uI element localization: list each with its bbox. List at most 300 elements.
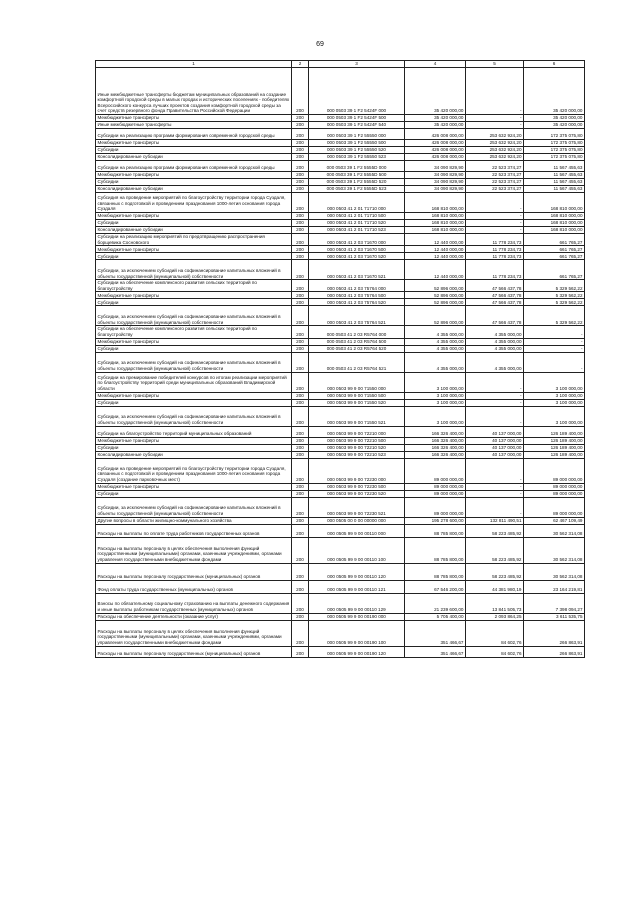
row-unexecuted-amount-cell: 3 100 000,00 xyxy=(524,406,585,426)
column-number-5: 5 xyxy=(466,61,524,68)
table-row xyxy=(96,186,585,193)
row-line-code-cell: 200 xyxy=(292,372,309,392)
row-approved-amount-cell: 52 896 000,00 xyxy=(405,292,466,299)
row-approved-amount-cell: 12 440 000,00 xyxy=(405,260,466,280)
table-row xyxy=(96,483,585,490)
row-executed-amount-cell: 4 355 000,00 xyxy=(466,345,524,352)
row-line-code-cell: 200 xyxy=(292,161,309,172)
table-row xyxy=(96,444,585,451)
row-unexecuted-amount-cell: 35 420 000,00 xyxy=(524,122,585,129)
table-row xyxy=(96,563,585,580)
table-row xyxy=(96,490,585,497)
row-approved-amount-cell: 3 100 000,00 xyxy=(405,392,466,399)
row-executed-amount-cell: - xyxy=(466,227,524,234)
row-executed-amount-cell: 132 811 490,51 xyxy=(466,517,524,524)
row-budget-code-cell: 000 0503 99 9 00 71550 521 xyxy=(309,406,405,426)
row-executed-amount-cell: 2 093 864,25 xyxy=(466,613,524,620)
row-line-code-cell: 200 xyxy=(292,246,309,253)
row-budget-code-cell: 000 0503 39 1 F2 5555D 000 xyxy=(309,161,405,172)
row-name-cell: Субсидии на реализацию программ формирования современной городской среды xyxy=(96,161,292,172)
row-name-cell: Субсидии xyxy=(96,220,292,227)
row-line-code-cell: 200 xyxy=(292,563,309,580)
row-line-code-cell: 200 xyxy=(292,497,309,517)
row-budget-code-cell: 000 0503 39 1 F2 5555D 523 xyxy=(309,186,405,193)
row-approved-amount-cell: 12 440 000,00 xyxy=(405,234,466,246)
table-row xyxy=(96,613,585,620)
row-line-code-cell: 200 xyxy=(292,490,309,497)
row-line-code-cell: 200 xyxy=(292,426,309,437)
row-approved-amount-cell: 88 785 800,00 xyxy=(405,537,466,563)
row-executed-amount-cell: 253 632 924,20 xyxy=(466,147,524,154)
row-approved-amount-cell: 168 810 000,00 xyxy=(405,193,466,213)
row-line-code-cell: 200 xyxy=(292,613,309,620)
table-row xyxy=(96,392,585,399)
row-budget-code-cell: 000 0503 99 9 00 72210 523 xyxy=(309,451,405,458)
row-unexecuted-amount-cell: 30 562 314,08 xyxy=(524,563,585,580)
row-name-cell: Субсидии xyxy=(96,399,292,406)
table-row xyxy=(96,437,585,444)
row-approved-amount-cell: 52 896 000,00 xyxy=(405,299,466,306)
table-row xyxy=(96,227,585,234)
row-unexecuted-amount-cell: 35 420 000,00 xyxy=(524,68,585,115)
row-name-cell: Расходы на выплаты персоналу в целях обеспечения выполнения функций государственными (муниципальными) органами, казенными учреждениями, органами управления государственными внебюджетными фондами xyxy=(96,537,292,563)
row-name-cell: Субсидии, за исключением субсидий на софинансирование капитальных вложений в объекты государственной (муниципальной) собственности xyxy=(96,406,292,426)
row-unexecuted-amount-cell: 11 567 455,63 xyxy=(524,179,585,186)
table-row xyxy=(96,115,585,122)
row-budget-code-cell: 000 0505 99 9 00 00110 100 xyxy=(309,537,405,563)
row-approved-amount-cell: 426 008 000,00 xyxy=(405,140,466,147)
row-unexecuted-amount-cell: 5 329 562,22 xyxy=(524,292,585,299)
table-row xyxy=(96,646,585,657)
row-unexecuted-amount-cell: 5 329 562,22 xyxy=(524,299,585,306)
row-unexecuted-amount-cell: 168 810 000,00 xyxy=(524,193,585,213)
row-name-cell: Субсидии на реализацию мероприятий по предотвращению распространения борщевика Сосновского xyxy=(96,234,292,246)
row-budget-code-cell: 000 0503 41 2 01 71710 520 xyxy=(309,220,405,227)
row-budget-code-cell: 000 0503 39 1 F2 55550 000 xyxy=(309,129,405,140)
table-row xyxy=(96,620,585,646)
row-budget-code-cell: 000 0503 39 1 F2 5424F 500 xyxy=(309,115,405,122)
row-unexecuted-amount-cell: 89 000 000,00 xyxy=(524,458,585,483)
row-line-code-cell: 200 xyxy=(292,213,309,220)
row-unexecuted-amount-cell: 89 000 000,00 xyxy=(524,497,585,517)
row-approved-amount-cell: 34 090 829,90 xyxy=(405,186,466,193)
row-line-code-cell: 200 xyxy=(292,292,309,299)
row-name-cell: Субсидии xyxy=(96,179,292,186)
row-name-cell: Субсидии xyxy=(96,345,292,352)
row-budget-code-cell: 000 0505 99 9 00 00110 000 xyxy=(309,524,405,537)
row-executed-amount-cell: 253 632 924,20 xyxy=(466,140,524,147)
row-executed-amount-cell: 58 223 485,92 xyxy=(466,524,524,537)
row-unexecuted-amount-cell: 172 375 075,80 xyxy=(524,147,585,154)
row-executed-amount-cell: 58 223 485,92 xyxy=(466,537,524,563)
row-executed-amount-cell: 40 137 000,00 xyxy=(466,426,524,437)
row-budget-code-cell: 000 0503 99 9 00 72230 521 xyxy=(309,497,405,517)
row-name-cell: Субсидии, за исключением субсидий на софинансирование капитальных вложений в объекты государственной (муниципальной) собственности xyxy=(96,352,292,372)
row-budget-code-cell: 000 0503 39 1 F2 5424F 000 xyxy=(309,68,405,115)
row-approved-amount-cell: 3 100 000,00 xyxy=(405,372,466,392)
table-row xyxy=(96,338,585,345)
row-name-cell: Расходы на выплаты персоналу государственных (муниципальных) органов xyxy=(96,563,292,580)
table-row xyxy=(96,593,585,613)
row-line-code-cell: 200 xyxy=(292,458,309,483)
row-unexecuted-amount-cell: 30 562 314,08 xyxy=(524,537,585,563)
row-name-cell: Субсидии xyxy=(96,299,292,306)
row-executed-amount-cell: - xyxy=(466,122,524,129)
row-line-code-cell: 200 xyxy=(292,147,309,154)
row-line-code-cell: 200 xyxy=(292,537,309,563)
row-approved-amount-cell: 168 810 000,00 xyxy=(405,213,466,220)
page-number: 69 xyxy=(316,41,324,48)
row-executed-amount-cell: - xyxy=(466,372,524,392)
row-unexecuted-amount-cell: 62 467 109,49 xyxy=(524,517,585,524)
row-name-cell: Расходы на обеспечение деятельности (оказание услуг) xyxy=(96,613,292,620)
row-executed-amount-cell: - xyxy=(466,406,524,426)
row-name-cell: Субсидии на благоустройство территорий муниципальных образований xyxy=(96,426,292,437)
row-budget-code-cell: 000 0503 41 2 03 75764 520 xyxy=(309,299,405,306)
row-unexecuted-amount-cell: 266 863,91 xyxy=(524,620,585,646)
table-row xyxy=(96,524,585,537)
table-row xyxy=(96,147,585,154)
row-budget-code-cell: 000 0505 99 9 00 00190 000 xyxy=(309,613,405,620)
row-budget-code-cell: 000 0503 99 9 00 72230 000 xyxy=(309,458,405,483)
row-approved-amount-cell: 88 785 800,00 xyxy=(405,524,466,537)
table-row xyxy=(96,451,585,458)
row-executed-amount-cell: 11 778 234,73 xyxy=(466,234,524,246)
row-unexecuted-amount-cell: 661 765,27 xyxy=(524,253,585,260)
row-name-cell: Фонд оплаты труда государственных (муниципальных) органов xyxy=(96,580,292,593)
row-name-cell: Консолидированные субсидии xyxy=(96,154,292,161)
table-row xyxy=(96,292,585,299)
row-executed-amount-cell: - xyxy=(466,399,524,406)
column-number-4: 4 xyxy=(405,61,466,68)
row-executed-amount-cell: - xyxy=(466,392,524,399)
row-budget-code-cell: 000 0503 41 2 03 R5764 000 xyxy=(309,326,405,338)
row-executed-amount-cell: - xyxy=(466,220,524,227)
table-row xyxy=(96,260,585,280)
row-name-cell: Иные межбюджетные трансферты бюджетам муниципальных образований на создание комфортной городской среды в малых городах и исторических поселениях - победителях Всероссийского конкурса лучших проектов создания комфортной городской среды за счет средств резервного фонда Правительства Российской Федерации xyxy=(96,68,292,115)
row-executed-amount-cell: - xyxy=(466,483,524,490)
row-name-cell: Субсидии, за исключением субсидий на софинансирование капитальных вложений в объекты государственной (муниципальной) собственности xyxy=(96,497,292,517)
row-approved-amount-cell: 4 355 000,00 xyxy=(405,345,466,352)
row-budget-code-cell: 000 0503 41 2 03 75764 000 xyxy=(309,280,405,292)
row-executed-amount-cell: 4 355 000,00 xyxy=(466,326,524,338)
row-line-code-cell: 200 xyxy=(292,580,309,593)
row-unexecuted-amount-cell: 3 100 000,00 xyxy=(524,372,585,392)
row-budget-code-cell: 000 0503 41 2 01 71710 500 xyxy=(309,213,405,220)
row-name-cell: Межбюджетные трансферты xyxy=(96,115,292,122)
row-budget-code-cell: 000 0503 39 1 F2 5555D 520 xyxy=(309,179,405,186)
row-approved-amount-cell: 168 810 000,00 xyxy=(405,220,466,227)
column-number-3: 3 xyxy=(309,61,405,68)
row-unexecuted-amount-cell: 7 398 094,27 xyxy=(524,593,585,613)
row-budget-code-cell: 000 0503 41 2 03 R5764 520 xyxy=(309,345,405,352)
table-row xyxy=(96,399,585,406)
row-line-code-cell: 200 xyxy=(292,345,309,352)
row-approved-amount-cell: 52 896 000,00 xyxy=(405,306,466,326)
row-name-cell: Межбюджетные трансферты xyxy=(96,437,292,444)
row-unexecuted-amount-cell: 3 100 000,00 xyxy=(524,399,585,406)
row-unexecuted-amount-cell: 172 375 075,80 xyxy=(524,154,585,161)
row-line-code-cell: 200 xyxy=(292,140,309,147)
row-name-cell: Консолидированные субсидии xyxy=(96,186,292,193)
row-unexecuted-amount-cell: - xyxy=(524,326,585,338)
table-row xyxy=(96,68,585,115)
row-budget-code-cell: 000 0503 39 1 F2 5424F 540 xyxy=(309,122,405,129)
row-executed-amount-cell: 253 632 924,20 xyxy=(466,129,524,140)
table-row xyxy=(96,537,585,563)
table-row xyxy=(96,193,585,213)
row-executed-amount-cell: - xyxy=(466,497,524,517)
table-row xyxy=(96,458,585,483)
row-name-cell: Межбюджетные трансферты xyxy=(96,140,292,147)
row-name-cell: Субсидии на премирование победителей конкурсов по итогам реализации мероприятий по благоустройству территорий среди муниципальных образований Владимирской области xyxy=(96,372,292,392)
row-approved-amount-cell: 351 466,67 xyxy=(405,620,466,646)
table-row xyxy=(96,580,585,593)
row-executed-amount-cell: 44 381 980,19 xyxy=(466,580,524,593)
row-approved-amount-cell: 351 466,67 xyxy=(405,646,466,657)
row-unexecuted-amount-cell: 126 189 400,00 xyxy=(524,451,585,458)
table-row xyxy=(96,517,585,524)
row-approved-amount-cell: 34 090 829,90 xyxy=(405,172,466,179)
row-approved-amount-cell: 52 896 000,00 xyxy=(405,280,466,292)
row-unexecuted-amount-cell: 661 765,27 xyxy=(524,234,585,246)
row-unexecuted-amount-cell: 126 189 400,00 xyxy=(524,426,585,437)
row-name-cell: Субсидии xyxy=(96,490,292,497)
row-line-code-cell: 200 xyxy=(292,280,309,292)
row-approved-amount-cell: 88 785 800,00 xyxy=(405,563,466,580)
row-budget-code-cell: 000 0503 39 1 F2 5555D 500 xyxy=(309,172,405,179)
table-row xyxy=(96,406,585,426)
row-approved-amount-cell: 426 008 000,00 xyxy=(405,129,466,140)
row-budget-code-cell: 000 0503 41 2 03 71670 521 xyxy=(309,260,405,280)
table-row xyxy=(96,345,585,352)
row-line-code-cell: 200 xyxy=(292,524,309,537)
row-approved-amount-cell: 4 355 000,00 xyxy=(405,326,466,338)
row-line-code-cell: 200 xyxy=(292,154,309,161)
row-line-code-cell: 200 xyxy=(292,451,309,458)
row-unexecuted-amount-cell: 126 189 400,00 xyxy=(524,437,585,444)
row-name-cell: Субсидия на проведение мероприятий по благоустройству территории города Суздаля, связанных с подготовкой и проведением празднования 1000-летия основания города Суздаля xyxy=(96,193,292,213)
table-row xyxy=(96,280,585,292)
row-approved-amount-cell: 166 326 400,00 xyxy=(405,444,466,451)
row-name-cell: Субсидии на обеспечение комплексного развития сельских территорий по благоустройству xyxy=(96,326,292,338)
row-budget-code-cell: 000 0503 41 2 01 71710 000 xyxy=(309,193,405,213)
row-line-code-cell: 200 xyxy=(292,399,309,406)
table-row xyxy=(96,213,585,220)
row-unexecuted-amount-cell: 3 100 000,00 xyxy=(524,392,585,399)
row-unexecuted-amount-cell: 89 000 000,00 xyxy=(524,490,585,497)
table-row xyxy=(96,129,585,140)
row-budget-code-cell: 000 0503 99 9 00 72210 520 xyxy=(309,444,405,451)
table-row xyxy=(96,246,585,253)
table-row xyxy=(96,234,585,246)
row-unexecuted-amount-cell: 3 611 535,75 xyxy=(524,613,585,620)
row-name-cell: Консолидированные субсидии xyxy=(96,451,292,458)
row-line-code-cell: 200 xyxy=(292,115,309,122)
column-number-6: 6 xyxy=(524,61,585,68)
row-executed-amount-cell: - xyxy=(466,115,524,122)
row-executed-amount-cell: 253 632 924,20 xyxy=(466,154,524,161)
row-approved-amount-cell: 4 355 000,00 xyxy=(405,352,466,372)
row-budget-code-cell: 000 0503 41 2 03 R5764 500 xyxy=(309,338,405,345)
row-budget-code-cell: 000 0505 99 9 00 00110 129 xyxy=(309,593,405,613)
table-row xyxy=(96,253,585,260)
row-unexecuted-amount-cell: 23 164 219,81 xyxy=(524,580,585,593)
table-row xyxy=(96,161,585,172)
row-budget-code-cell: 000 0503 39 1 F2 55550 520 xyxy=(309,147,405,154)
row-name-cell: Субсидии, за исключением субсидий на софинансирование капитальных вложений в объекты государственной (муниципальной) собственности xyxy=(96,260,292,280)
row-line-code-cell: 200 xyxy=(292,172,309,179)
row-budget-code-cell: 000 0505 99 9 00 00110 120 xyxy=(309,563,405,580)
row-executed-amount-cell: 11 778 234,73 xyxy=(466,246,524,253)
row-line-code-cell: 200 xyxy=(292,444,309,451)
row-budget-code-cell: 000 0503 41 2 03 71670 500 xyxy=(309,246,405,253)
table-row xyxy=(96,372,585,392)
row-name-cell: Взносы по обязательному социальному страхованию на выплаты денежного содержания и иные выплаты работникам государственных (муниципальных) органов xyxy=(96,593,292,613)
row-approved-amount-cell: 426 008 000,00 xyxy=(405,154,466,161)
row-unexecuted-amount-cell: 172 375 075,80 xyxy=(524,129,585,140)
row-approved-amount-cell: 5 705 400,00 xyxy=(405,613,466,620)
row-unexecuted-amount-cell: 661 765,27 xyxy=(524,260,585,280)
table-row xyxy=(96,352,585,372)
table-row xyxy=(96,220,585,227)
row-budget-code-cell: 000 0503 99 9 00 71550 520 xyxy=(309,399,405,406)
row-approved-amount-cell: 34 090 829,90 xyxy=(405,161,466,172)
row-approved-amount-cell: 166 326 400,00 xyxy=(405,426,466,437)
row-approved-amount-cell: 3 100 000,00 xyxy=(405,399,466,406)
row-line-code-cell: 200 xyxy=(292,406,309,426)
row-unexecuted-amount-cell: 661 765,27 xyxy=(524,246,585,253)
row-name-cell: Субсидии xyxy=(96,253,292,260)
row-budget-code-cell: 000 0503 41 2 01 71710 523 xyxy=(309,227,405,234)
table-row xyxy=(96,122,585,129)
row-name-cell: Межбюджетные трансферты xyxy=(96,292,292,299)
row-budget-code-cell: 000 0503 39 1 F2 55550 500 xyxy=(309,140,405,147)
column-number-1: 1 xyxy=(96,61,292,68)
row-name-cell: Расходы на выплаты персоналу в целях обеспечения выполнения функций государственными (муниципальными) органами, казенными учреждениями, органами управления государственными внебюджетными фондами xyxy=(96,620,292,646)
budget-execution-table xyxy=(95,60,585,658)
row-budget-code-cell: 000 0505 00 0 00 00000 000 xyxy=(309,517,405,524)
row-line-code-cell: 200 xyxy=(292,260,309,280)
row-name-cell: Расходы на выплаты персоналу государственных (муниципальных) органов xyxy=(96,646,292,657)
row-name-cell: Другие вопросы в области жилищно-коммунального хозяйства xyxy=(96,517,292,524)
row-name-cell: Межбюджетные трансферты xyxy=(96,172,292,179)
row-executed-amount-cell: 22 523 374,27 xyxy=(466,179,524,186)
row-approved-amount-cell: 21 239 600,00 xyxy=(405,593,466,613)
row-approved-amount-cell: 12 440 000,00 xyxy=(405,246,466,253)
row-executed-amount-cell: - xyxy=(466,490,524,497)
table-row xyxy=(96,326,585,338)
row-unexecuted-amount-cell: 11 567 455,63 xyxy=(524,161,585,172)
row-unexecuted-amount-cell: 89 000 000,00 xyxy=(524,483,585,490)
row-executed-amount-cell: 40 137 000,00 xyxy=(466,451,524,458)
row-name-cell: Субсидии на реализацию программ формирования современной городской среды xyxy=(96,129,292,140)
row-unexecuted-amount-cell: 30 562 314,08 xyxy=(524,524,585,537)
row-approved-amount-cell: 34 090 829,90 xyxy=(405,179,466,186)
row-unexecuted-amount-cell: 11 567 455,63 xyxy=(524,186,585,193)
row-approved-amount-cell: 89 000 000,00 xyxy=(405,458,466,483)
row-budget-code-cell: 000 0503 99 9 00 72230 520 xyxy=(309,490,405,497)
row-unexecuted-amount-cell: 126 189 400,00 xyxy=(524,444,585,451)
row-approved-amount-cell: 4 355 000,00 xyxy=(405,338,466,345)
row-executed-amount-cell: 4 355 000,00 xyxy=(466,338,524,345)
row-budget-code-cell: 000 0505 99 9 00 00110 121 xyxy=(309,580,405,593)
row-line-code-cell: 200 xyxy=(292,646,309,657)
table-body xyxy=(96,68,585,658)
row-line-code-cell: 200 xyxy=(292,620,309,646)
row-unexecuted-amount-cell: 172 375 075,80 xyxy=(524,140,585,147)
row-budget-code-cell: 000 0503 99 9 00 72210 000 xyxy=(309,426,405,437)
table-row xyxy=(96,140,585,147)
row-line-code-cell: 200 xyxy=(292,517,309,524)
row-executed-amount-cell: 47 566 437,78 xyxy=(466,306,524,326)
row-name-cell: Межбюджетные трансферты xyxy=(96,246,292,253)
row-approved-amount-cell: 89 000 000,00 xyxy=(405,483,466,490)
column-number-row xyxy=(96,61,585,68)
row-approved-amount-cell: 35 420 000,00 xyxy=(405,115,466,122)
row-budget-code-cell: 000 0503 41 2 03 71670 000 xyxy=(309,234,405,246)
row-executed-amount-cell: - xyxy=(466,213,524,220)
row-executed-amount-cell: 47 566 437,78 xyxy=(466,292,524,299)
row-name-cell: Расходы на выплаты по оплате труда работников государственных органов xyxy=(96,524,292,537)
row-executed-amount-cell: 13 841 505,73 xyxy=(466,593,524,613)
row-executed-amount-cell: 4 355 000,00 xyxy=(466,352,524,372)
table-row xyxy=(96,299,585,306)
row-unexecuted-amount-cell: - xyxy=(524,345,585,352)
row-budget-code-cell: 000 0503 99 9 00 71550 500 xyxy=(309,392,405,399)
row-executed-amount-cell: - xyxy=(466,458,524,483)
row-executed-amount-cell: 47 566 437,78 xyxy=(466,280,524,292)
row-unexecuted-amount-cell: - xyxy=(524,352,585,372)
table-row xyxy=(96,497,585,517)
row-line-code-cell: 200 xyxy=(292,186,309,193)
row-approved-amount-cell: 3 100 000,00 xyxy=(405,406,466,426)
row-executed-amount-cell: - xyxy=(466,68,524,115)
row-name-cell: Межбюджетные трансферты xyxy=(96,213,292,220)
row-budget-code-cell: 000 0503 99 9 00 71550 000 xyxy=(309,372,405,392)
row-unexecuted-amount-cell: 11 567 455,63 xyxy=(524,172,585,179)
row-approved-amount-cell: 195 278 600,00 xyxy=(405,517,466,524)
row-unexecuted-amount-cell: 35 420 000,00 xyxy=(524,115,585,122)
row-budget-code-cell: 000 0503 39 1 F2 55550 523 xyxy=(309,154,405,161)
row-line-code-cell: 200 xyxy=(292,129,309,140)
row-executed-amount-cell: 22 523 374,27 xyxy=(466,186,524,193)
row-line-code-cell: 200 xyxy=(292,220,309,227)
row-executed-amount-cell: 40 137 000,00 xyxy=(466,437,524,444)
row-approved-amount-cell: 166 326 400,00 xyxy=(405,451,466,458)
row-line-code-cell: 200 xyxy=(292,352,309,372)
row-unexecuted-amount-cell: 168 810 000,00 xyxy=(524,213,585,220)
row-name-cell: Консолидированные субсидии xyxy=(96,227,292,234)
row-approved-amount-cell: 89 000 000,00 xyxy=(405,490,466,497)
row-line-code-cell: 200 xyxy=(292,338,309,345)
row-approved-amount-cell: 35 420 000,00 xyxy=(405,122,466,129)
row-executed-amount-cell: - xyxy=(466,193,524,213)
row-name-cell: Субсидии xyxy=(96,147,292,154)
row-name-cell: Субсидии, за исключением субсидий на софинансирование капитальных вложений в объекты государственной (муниципальной) собственности xyxy=(96,306,292,326)
row-line-code-cell: 200 xyxy=(292,306,309,326)
table-row xyxy=(96,426,585,437)
row-approved-amount-cell: 168 810 000,00 xyxy=(405,227,466,234)
row-executed-amount-cell: 40 137 000,00 xyxy=(466,444,524,451)
column-number-2: 2 xyxy=(292,61,309,68)
row-line-code-cell: 200 xyxy=(292,483,309,490)
row-budget-code-cell: 000 0503 41 2 03 75764 500 xyxy=(309,292,405,299)
row-budget-code-cell: 000 0503 99 9 00 72230 500 xyxy=(309,483,405,490)
row-name-cell: Межбюджетные трансферты xyxy=(96,483,292,490)
row-line-code-cell: 200 xyxy=(292,326,309,338)
table-row xyxy=(96,154,585,161)
